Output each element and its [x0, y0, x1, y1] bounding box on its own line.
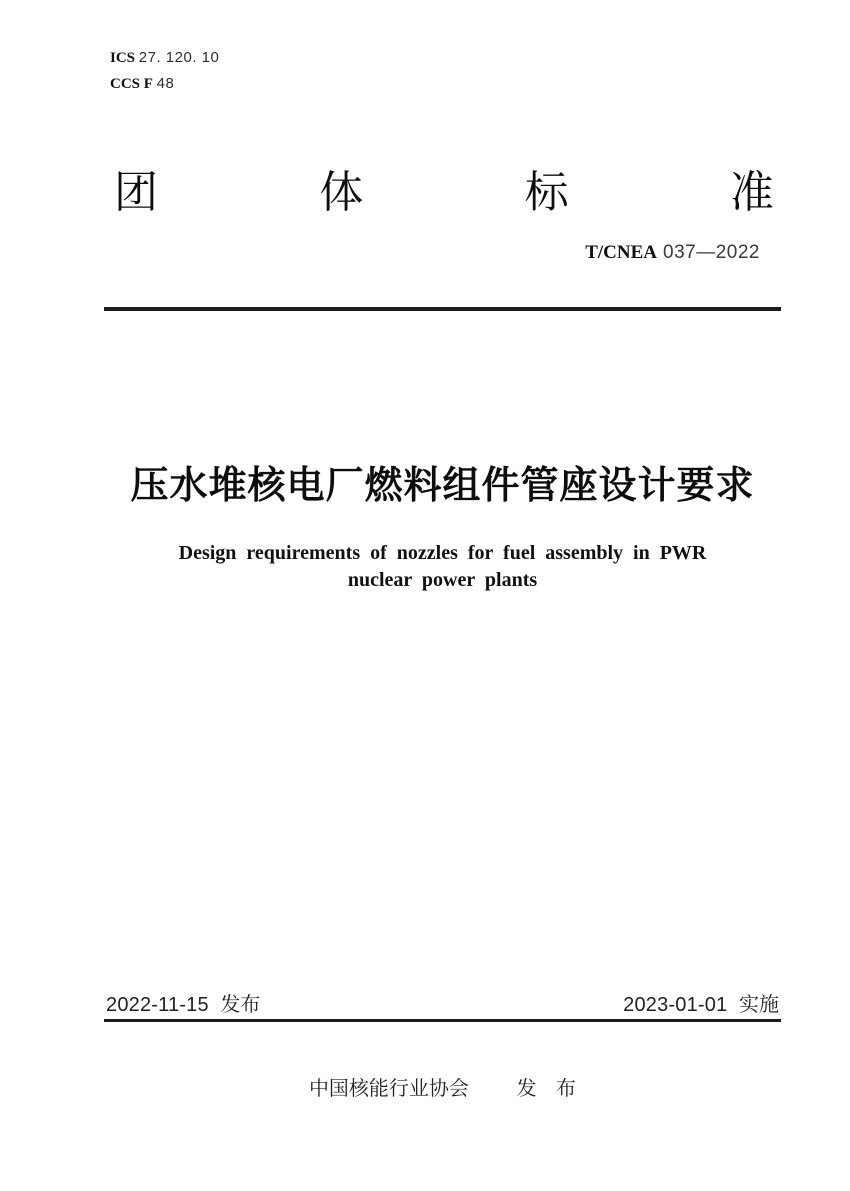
- ccs-value: 48: [156, 75, 175, 92]
- standard-number-value: 037—2022: [663, 242, 760, 263]
- document-title-en-line1: Design requirements of nozzles for fuel assembly in PWR: [178, 542, 707, 564]
- ics-value: 27. 120. 10: [138, 49, 220, 66]
- standard-type-char-1: 团: [114, 168, 158, 217]
- standard-type-heading: [114, 168, 774, 217]
- implement-date: 2023-01-01: [623, 994, 728, 1016]
- standard-type-char-4: 准: [729, 168, 774, 217]
- standard-number: [585, 242, 760, 264]
- ccs-code-line: [110, 71, 219, 97]
- ccs-label: CCS F: [110, 76, 153, 92]
- issue-label: 发布: [220, 994, 261, 1016]
- ics-label: ICS: [110, 50, 136, 66]
- header-rule: [104, 307, 781, 311]
- implement-date-group: [623, 994, 779, 1016]
- publisher-name: 中国核能行业协会: [308, 1078, 469, 1100]
- standard-type-char-3: 标: [524, 168, 569, 217]
- issue-date: 2022-11-15: [106, 994, 209, 1016]
- ics-code-line: [110, 45, 219, 71]
- implement-label: 实施: [739, 994, 779, 1016]
- publisher-line: [104, 1078, 781, 1100]
- standard-type-char-2: 体: [319, 168, 364, 217]
- document-title-en: [104, 540, 781, 594]
- standard-number-prefix: T/CNEA: [585, 242, 658, 263]
- publish-label: 发 布: [516, 1078, 577, 1100]
- footer-dates: [106, 994, 779, 1016]
- document-title-zh: 压水堆核电厂燃料组件管座设计要求: [130, 465, 755, 507]
- document-title-en-line2: nuclear power plants: [347, 569, 538, 591]
- issue-date-group: [106, 994, 260, 1016]
- classification-codes: [110, 45, 219, 97]
- footer-rule: [104, 1019, 781, 1022]
